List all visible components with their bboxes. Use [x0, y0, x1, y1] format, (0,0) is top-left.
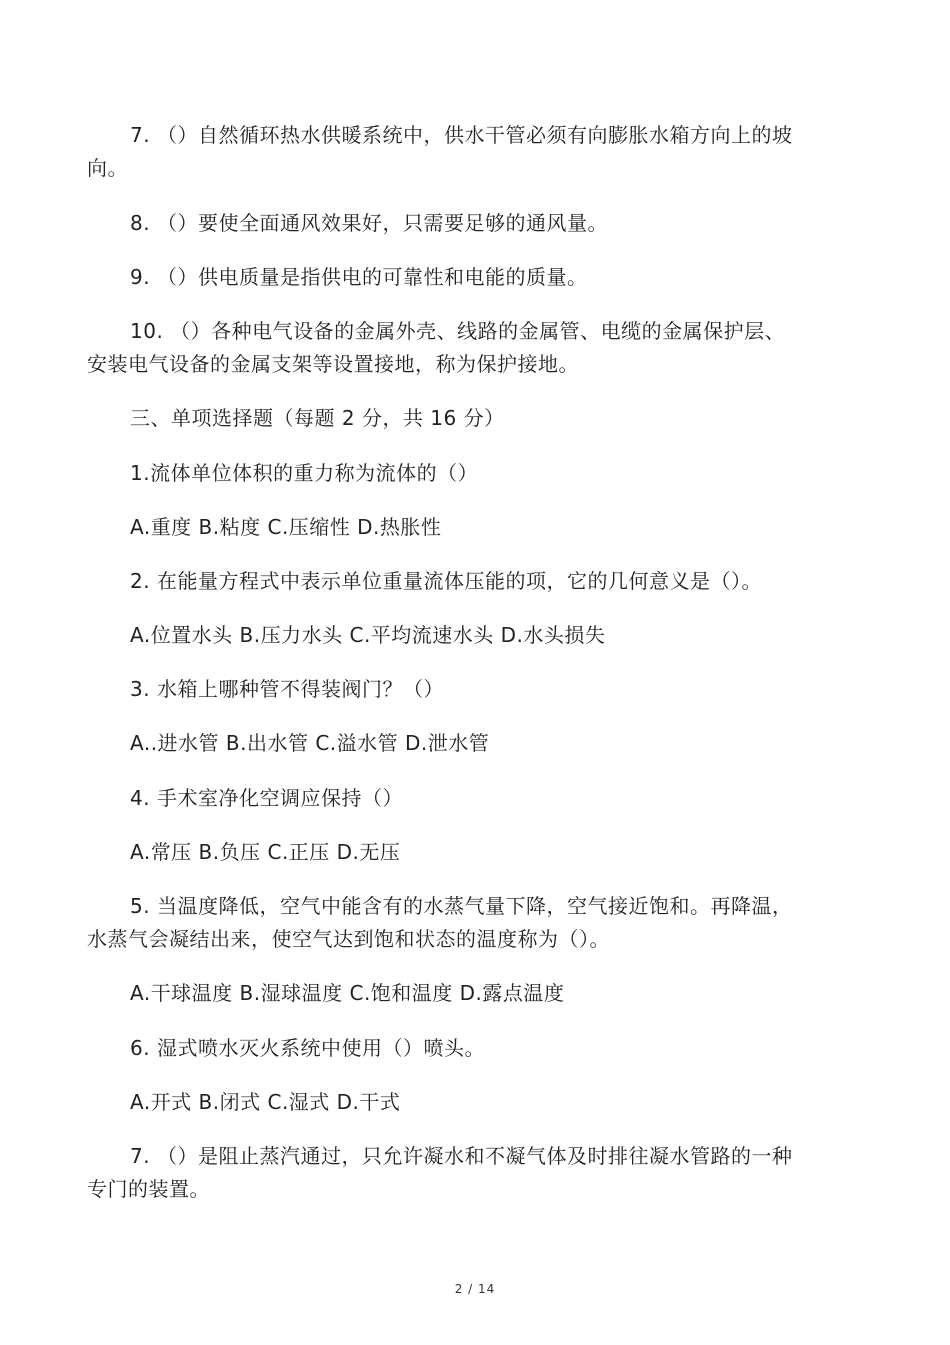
- question: 2. 在能量方程式中表示单位重量流体压能的项，它的几何意义是（）。: [130, 569, 762, 593]
- answer-options: A.常压 B.负压 C.正压 D.无压: [130, 840, 401, 864]
- question: 3. 水箱上哪种管不得装阀门？（）: [130, 677, 444, 701]
- question: 水蒸气会凝结出来，使空气达到饱和状态的温度称为（）。: [87, 927, 610, 951]
- text-line: 向。: [87, 156, 128, 180]
- question: 7. （）是阻止蒸汽通过，只允许凝水和不凝气体及时排往凝水管路的一种: [130, 1144, 793, 1168]
- answer-options: A.开式 B.闭式 C.湿式 D.干式: [130, 1090, 401, 1114]
- answer-options: A.重度 B.粘度 C.压缩性 D.热胀性: [130, 515, 442, 539]
- text-line: 7. （）自然循环热水供暖系统中，供水干管必须有向膨胀水箱方向上的坡: [130, 123, 793, 147]
- section-heading: 三、单项选择题（每题 2 分，共 16 分）: [130, 406, 505, 430]
- question: 专门的装置。: [87, 1177, 210, 1201]
- answer-options: A.位置水头 B.压力水头 C.平均流速水头 D.水头损失: [130, 623, 606, 647]
- question: 6. 湿式喷水灭火系统中使用（）喷头。: [130, 1036, 485, 1060]
- text-line: 10. （）各种电气设备的金属外壳、线路的金属管、电缆的金属保护层、: [130, 319, 786, 343]
- text-line: 8. （）要使全面通风效果好，只需要足够的通风量。: [130, 211, 608, 235]
- page-number: 2 / 14: [454, 1282, 496, 1296]
- answer-options: A.干球温度 B.湿球温度 C.饱和温度 D.露点温度: [130, 981, 565, 1005]
- text-line: 9. （）供电质量是指供电的可靠性和电能的质量。: [130, 265, 588, 289]
- question: 5. 当温度降低，空气中能含有的水蒸气量下降，空气接近饱和。再降温，: [130, 894, 793, 918]
- text-line: 安装电气设备的金属支架等设置接地，称为保护接地。: [87, 352, 579, 376]
- question: 1.流体单位体积的重力称为流体的（）: [130, 461, 479, 485]
- question: 4. 手术室净化空调应保持（）: [130, 786, 403, 810]
- answer-options: A..进水管 B.出水管 C.溢水管 D.泄水管: [130, 731, 490, 755]
